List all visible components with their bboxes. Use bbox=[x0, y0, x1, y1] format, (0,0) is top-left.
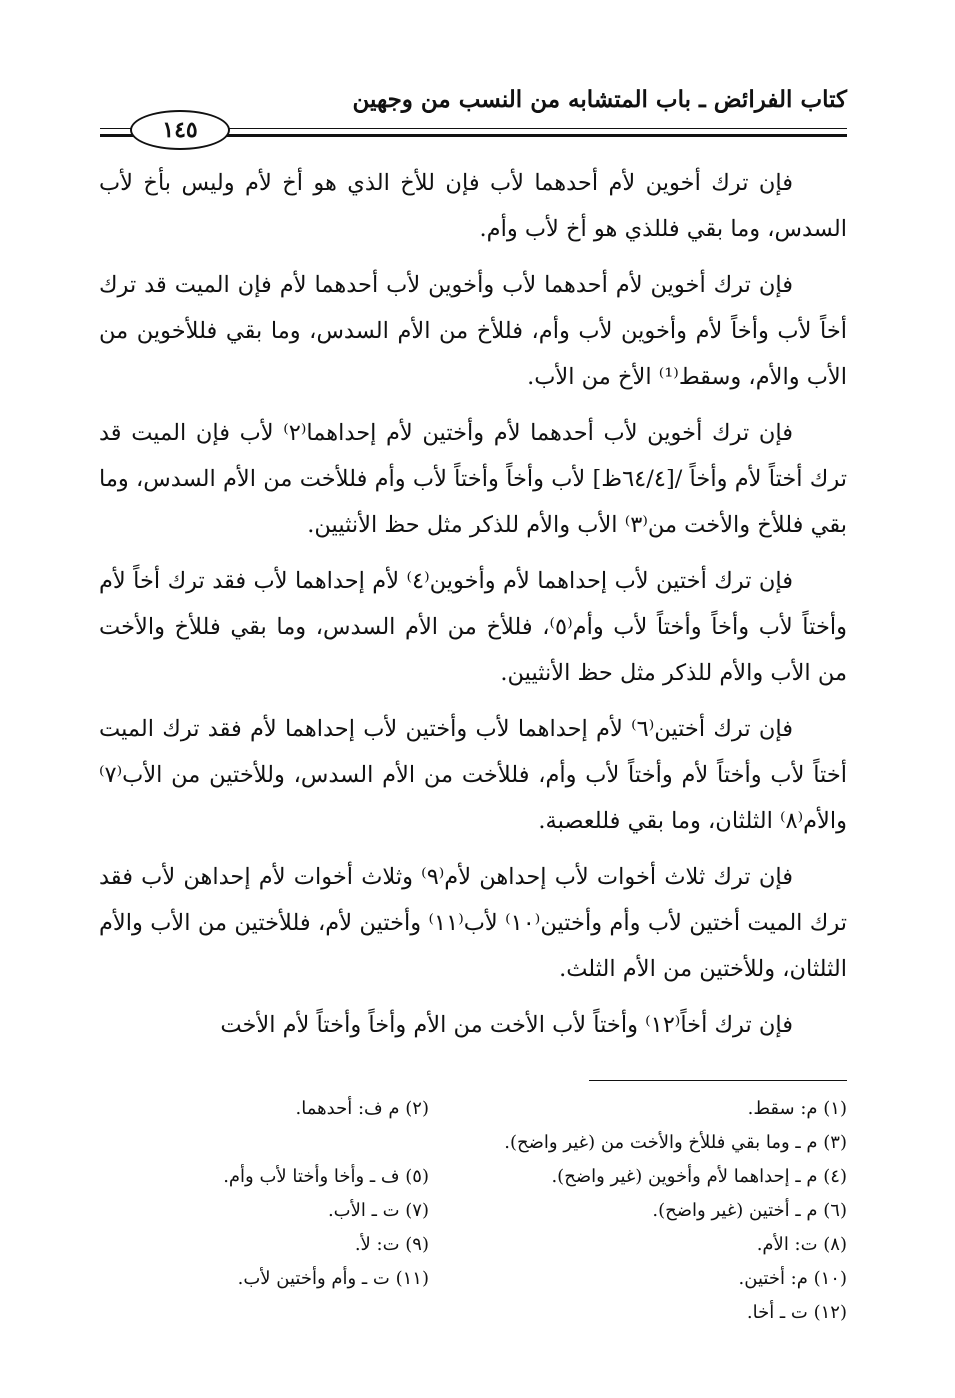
footnote-separator bbox=[589, 1080, 847, 1081]
footnote-row bbox=[99, 1160, 847, 1194]
paragraph: فإن ترك ثلاث أخوات لأب إحداهن لأم⁽٩⁾ وثلاث أخوات لأم إحداهن لأب فقد ترك الميت أختين لأب وأم وأختين⁽١٠⁾ لأب⁽١١⁾ وأختين لأم، فللأختين من الأب والأم الثلثان، وللأختين من الأم الثلث. bbox=[99, 864, 848, 982]
footnote: (١١) ت ـ وأم وأختين لأب. bbox=[237, 1268, 429, 1289]
main-text bbox=[99, 160, 847, 1058]
footnote: (٩) ت: لأ. bbox=[354, 1234, 429, 1255]
footnote: (٨) ت: الأم. bbox=[756, 1234, 847, 1255]
footnote: (١) م: سقط. bbox=[747, 1098, 847, 1119]
footnote-row bbox=[99, 1228, 847, 1262]
paragraph: فإن ترك أخوين لأم أحدهما لأب وأخوين لأب أحدهما لأم فإن الميت قد ترك أخاً لأب وأخاً لأم وأخوين لأب وأم، فللأخ من الأم السدس، وما بقي فللأخوين من الأب والأم، وسقط⁽¹⁾ الأخ من الأب. bbox=[99, 272, 847, 390]
footnote-row bbox=[99, 1126, 847, 1160]
footnote: (٧) ت ـ الأب. bbox=[327, 1200, 429, 1221]
footnote-row bbox=[99, 1194, 847, 1228]
paragraph: فإن ترك أخوين لأم أحدهما لأب فإن للأخ الذي هو أخ لأم وليس بأخ لأب السدس، وما بقي فللذي هو أخ لأب وأم. bbox=[99, 170, 847, 242]
footnote-row bbox=[99, 1092, 847, 1126]
paragraph: فإن ترك أخاً⁽١٢⁾ وأختاً لأب الأخت من الأم وأخاً وأختاً لأم الأخت bbox=[220, 1012, 793, 1038]
paragraph: فإن ترك أختين لأب إحداهما لأم وأخوين⁽٤⁾ لأم إحداهما لأب فقد ترك أخاً لأم وأختاً لأب وأخاً وأختاً لأب وأم⁽٥⁾، فللأخ من الأم السدس، وما بقي فللأخ والأخت من الأب والأم للذكر مثل حظ الأنثيين. bbox=[99, 568, 847, 686]
footnote: (٢) م ف: أحدهما. bbox=[295, 1098, 429, 1119]
paragraph: فإن ترك أخوين لأب أحدهما لأم وأختين لأم إحداهما⁽٢⁾ لأب فإن الميت قد ترك أختاً لأم وأخاً /[٦٤/٤ظ] لأب وأخاً وأختاً لأب وأم فللأخت من الأم السدس، وما بقي فللأخ والأخت من⁽٣⁾ الأب والأم للذكر مثل حظ الأنثيين. bbox=[99, 420, 847, 538]
footnote: (١٢) ت ـ أخا. bbox=[746, 1302, 847, 1323]
footnote: (١٠) م: أختين. bbox=[738, 1268, 847, 1289]
running-title: كتاب الفرائض ـ باب المتشابه من النسب من وجهين bbox=[352, 86, 847, 113]
paragraph: فإن ترك أختين⁽٦⁾ لأم إحداهما لأب وأختين لأب إحداهما لأم فقد ترك الميت أختاً لأب وأختاً لأم وأختاً لأب وأم، فللأخت من الأم السدس، وللأختين من الأب⁽٧⁾ والأم⁽٨⁾ الثلثان، وما بقي فللعصبة. bbox=[99, 716, 847, 834]
footnotes bbox=[99, 1092, 847, 1330]
page-number: ١٤٥ bbox=[130, 110, 230, 150]
footnote: (٤) م ـ إحداهما لأم وأخوين (غير واضح). bbox=[551, 1166, 847, 1187]
footnote: (٥) ف ـ وأخا وأختا لأب وأم. bbox=[223, 1166, 429, 1187]
footnote-row bbox=[99, 1262, 847, 1296]
footnote: (٣) م ـ وما بقي فللأخ والأخت من (غير واضح). bbox=[504, 1132, 847, 1153]
footnote: (٦) م ـ أختين (غير واضح). bbox=[652, 1200, 847, 1221]
footnote-row bbox=[99, 1296, 847, 1330]
